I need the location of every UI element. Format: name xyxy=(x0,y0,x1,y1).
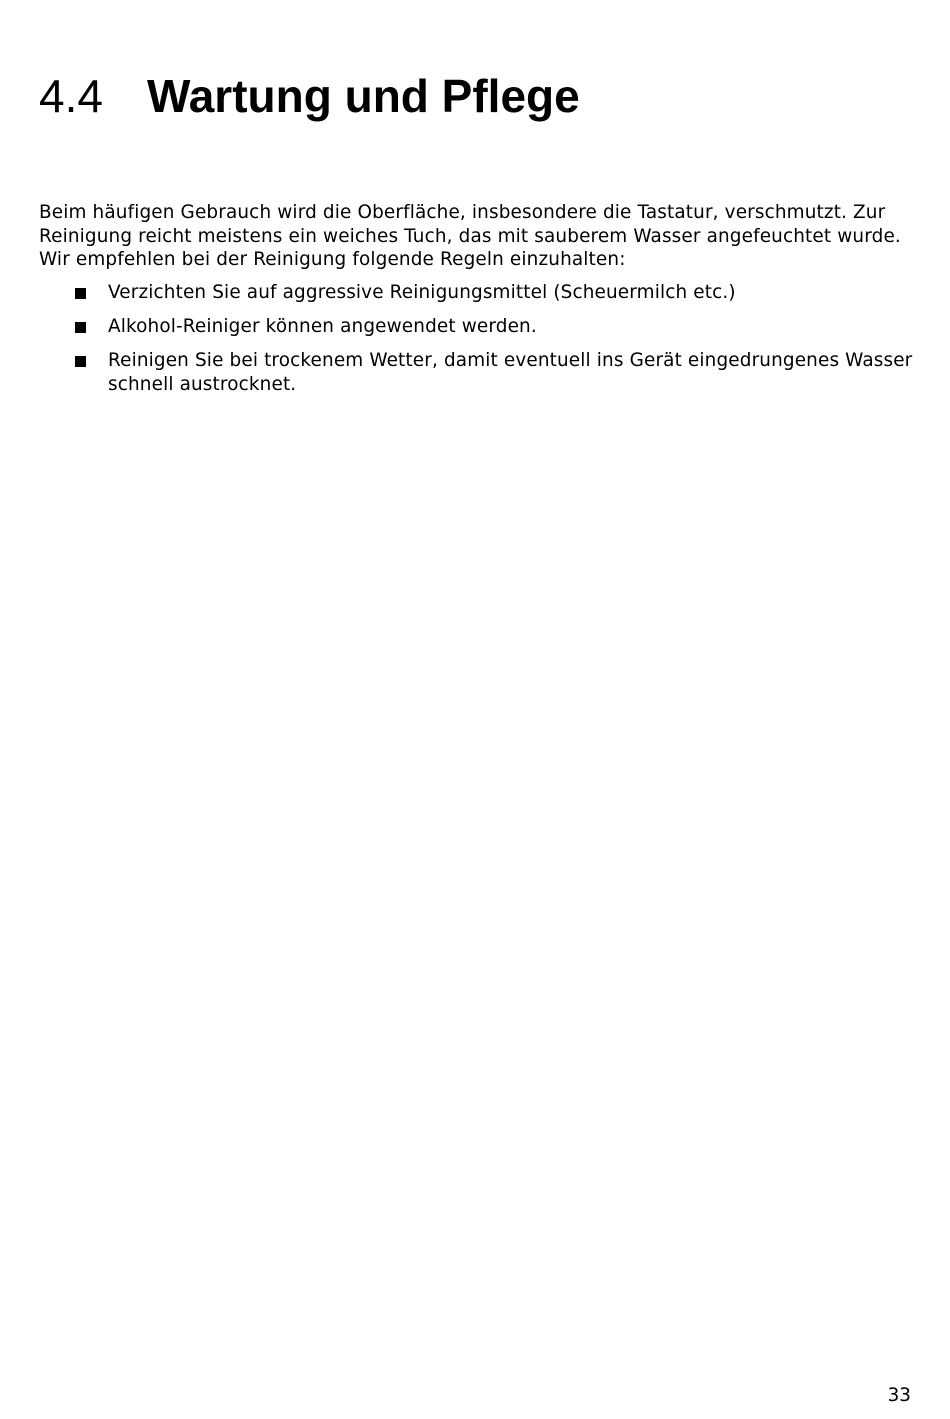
list-item xyxy=(39,349,919,396)
intro-paragraph: Beim häufigen Gebrauch wird die Oberfläche, insbesondere die Tastatur, verschmutzt. Zur Reinigung reicht meistens ein weiches Tuch, das mit sauberem Wasser angefeuchtet wurde. Wir empfehlen bei der Reinigung folgende Regeln einzuhalten: xyxy=(39,202,901,270)
list-item xyxy=(39,315,919,339)
square-bullet-icon xyxy=(75,288,86,299)
section-number: 4.4 xyxy=(39,70,103,122)
list-item-text: Verzichten Sie auf aggressive Reinigungsmittel (Scheuermilch etc.) xyxy=(108,282,736,303)
list-item xyxy=(39,281,919,305)
rules-list xyxy=(39,281,919,407)
square-bullet-icon xyxy=(75,322,86,333)
list-item-text: Reinigen Sie bei trockenem Wetter, damit eventuell ins Gerät eingedrungenes Wasser schnell austrocknet. xyxy=(108,350,913,395)
section-title: Wartung und Pflege xyxy=(147,70,580,122)
section-heading xyxy=(39,68,580,124)
page-number: 33 xyxy=(887,1385,911,1406)
square-bullet-icon xyxy=(75,356,86,367)
list-item-text: Alkohol-Reiniger können angewendet werden. xyxy=(108,316,537,337)
